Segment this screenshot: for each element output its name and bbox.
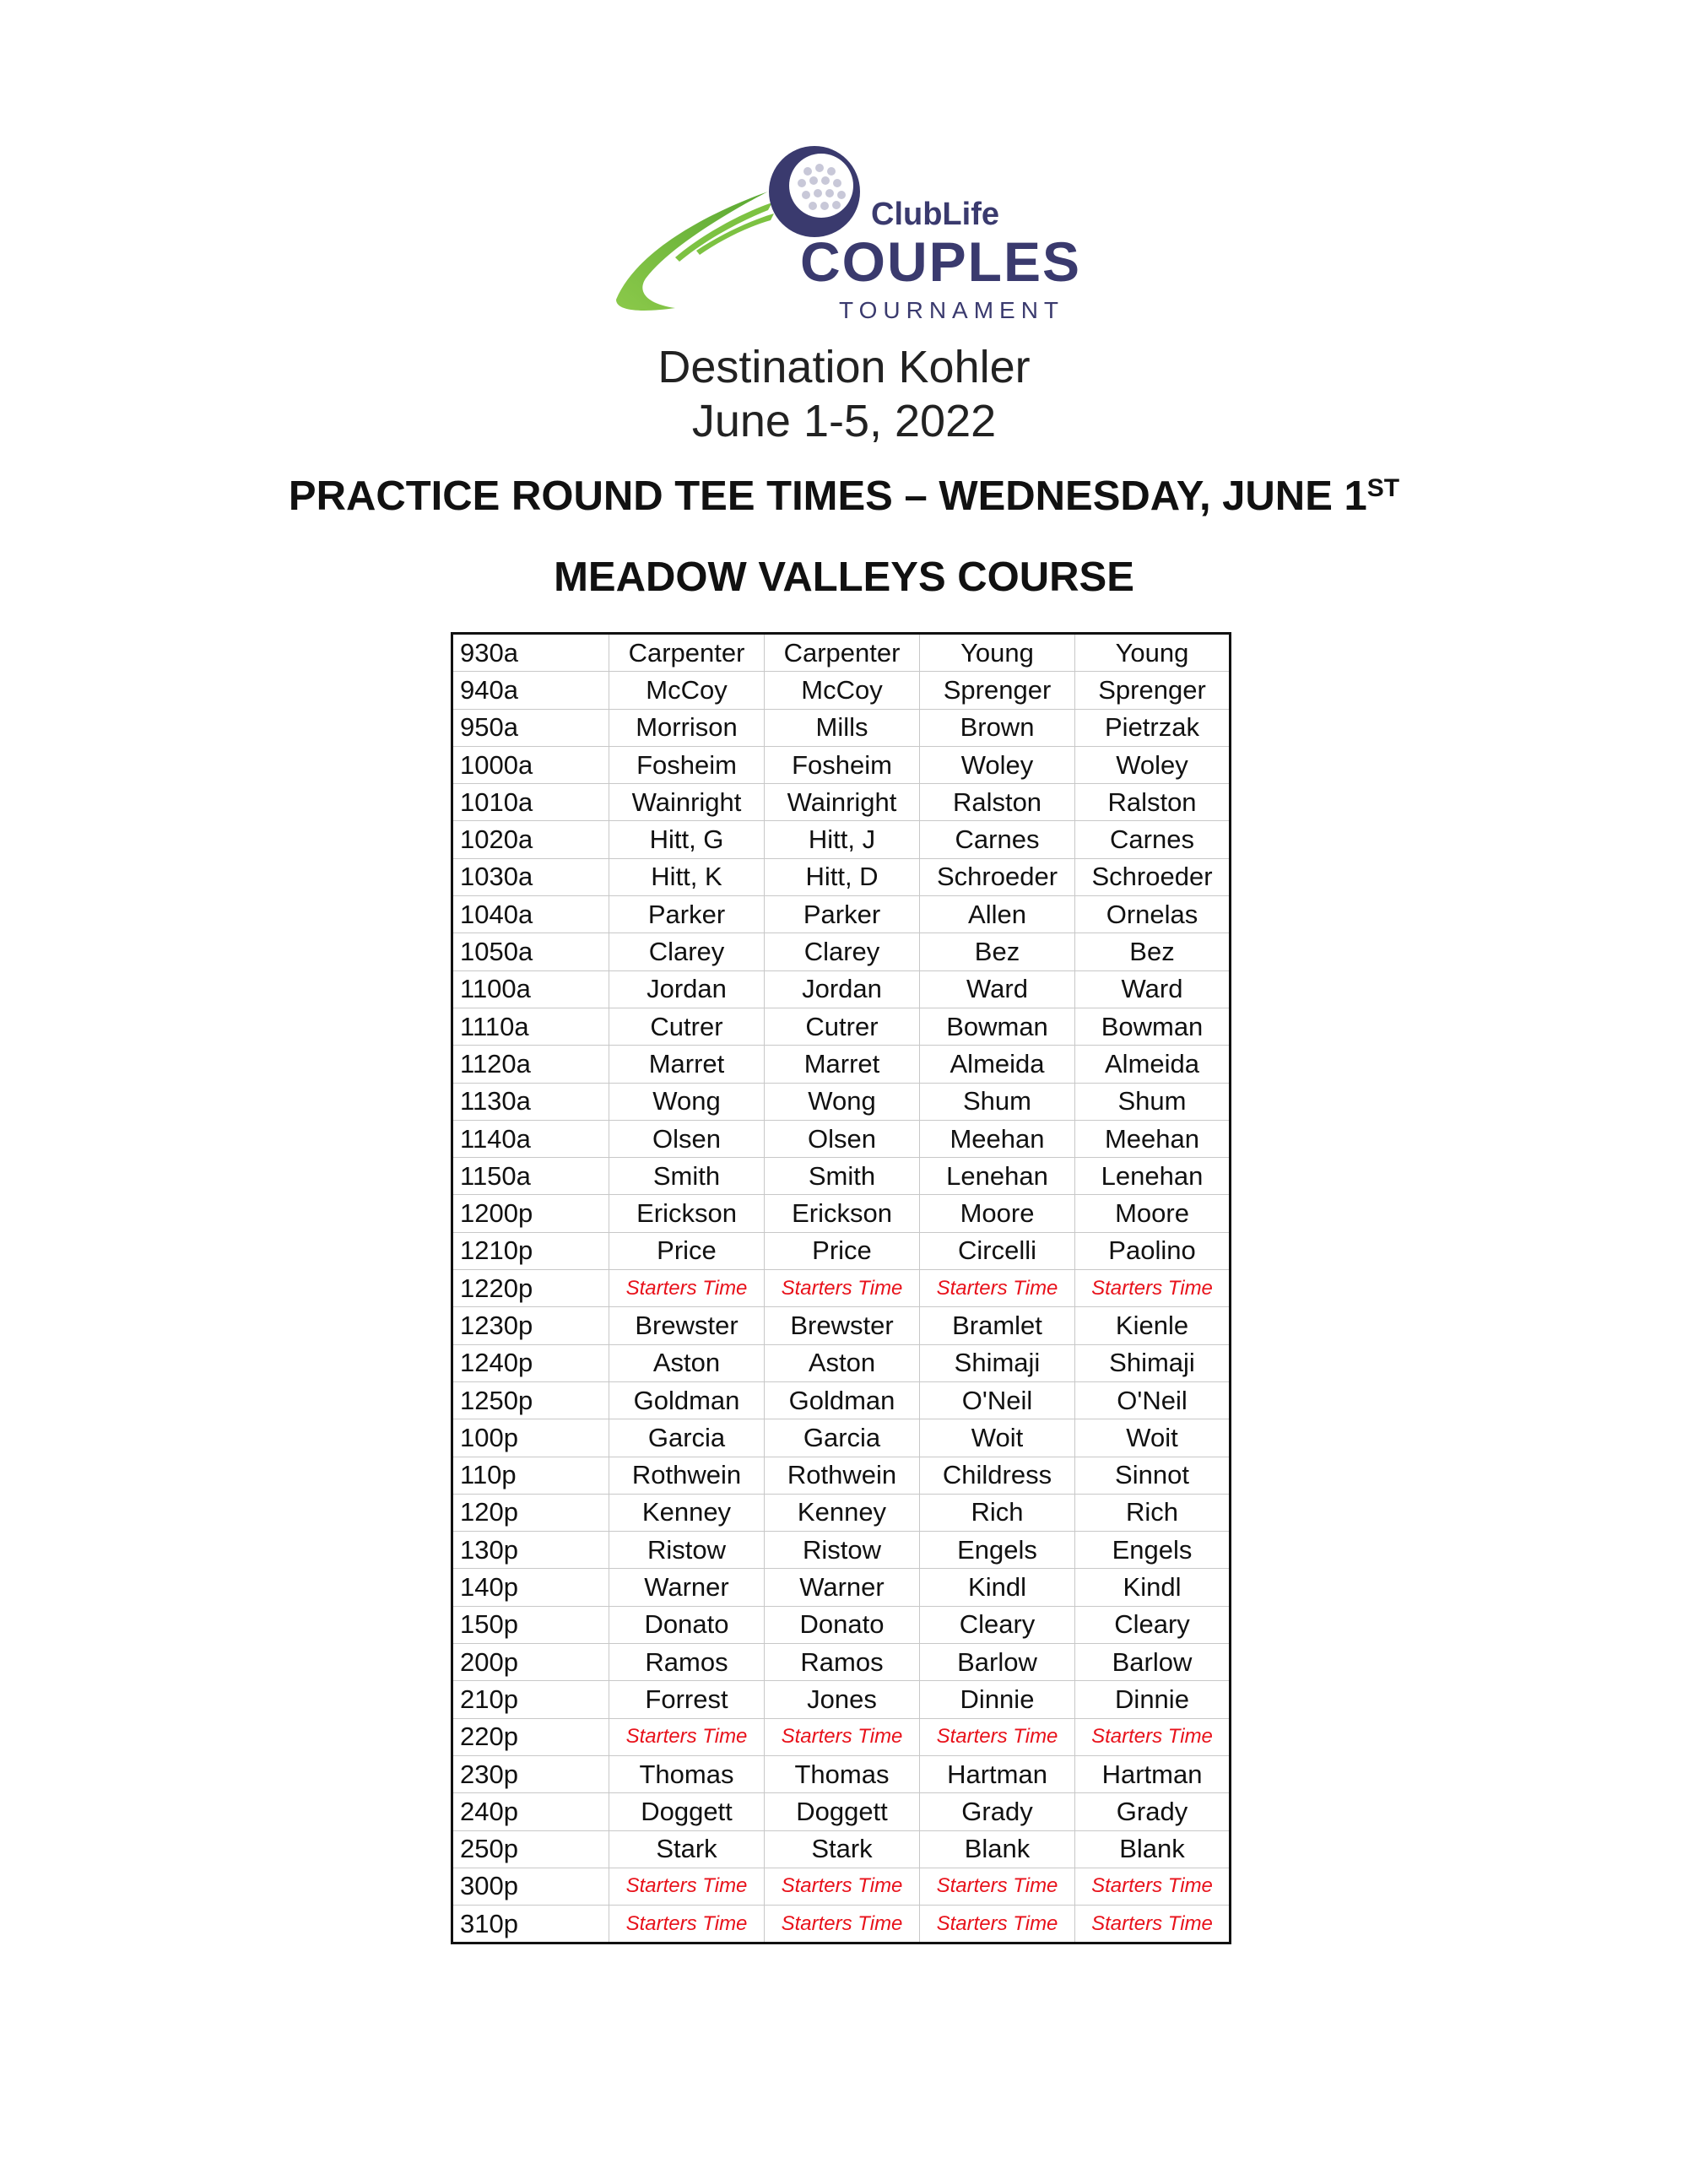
player-name-cell: Smith xyxy=(609,1158,765,1195)
player-name-cell: Schroeder xyxy=(920,858,1075,895)
player-name-cell: Rich xyxy=(920,1494,1075,1531)
player-name-cell: Carnes xyxy=(1075,821,1231,858)
starters-time-cell: Starters Time xyxy=(920,1718,1075,1755)
table-row xyxy=(452,1793,1231,1830)
player-name-cell: Ramos xyxy=(765,1644,920,1681)
tee-time-cell: 1200p xyxy=(452,1195,609,1232)
player-name-cell: Doggett xyxy=(765,1793,920,1830)
player-name-cell: Barlow xyxy=(1075,1644,1231,1681)
player-name-cell: Cutrer xyxy=(765,1008,920,1045)
player-name-cell: Olsen xyxy=(609,1120,765,1157)
starters-time-cell: Starters Time xyxy=(765,1868,920,1905)
player-name-cell: Aston xyxy=(765,1344,920,1381)
tee-times-body xyxy=(452,634,1231,1943)
tee-time-cell: 1030a xyxy=(452,858,609,895)
player-name-cell: Cleary xyxy=(920,1606,1075,1643)
player-name-cell: Goldman xyxy=(765,1381,920,1419)
player-name-cell: Hitt, D xyxy=(765,858,920,895)
player-name-cell: Thomas xyxy=(765,1755,920,1792)
tee-time-cell: 1130a xyxy=(452,1083,609,1120)
player-name-cell: Sinnot xyxy=(1075,1457,1231,1494)
course-title: MEADOW VALLEYS COURSE xyxy=(554,554,1134,600)
tee-time-cell: 250p xyxy=(452,1830,609,1868)
table-row xyxy=(452,1644,1231,1681)
starters-time-cell: Starters Time xyxy=(1075,1906,1231,1943)
player-name-cell: Young xyxy=(920,634,1075,672)
player-name-cell: O'Neil xyxy=(1075,1381,1231,1419)
table-row xyxy=(452,1046,1231,1083)
player-name-cell: Grady xyxy=(1075,1793,1231,1830)
player-name-cell: Bramlet xyxy=(920,1307,1075,1344)
player-name-cell: Fosheim xyxy=(765,746,920,783)
player-name-cell: Warner xyxy=(609,1569,765,1606)
table-row xyxy=(452,1494,1231,1531)
player-name-cell: Paolino xyxy=(1075,1232,1231,1269)
player-name-cell: Ralston xyxy=(920,784,1075,821)
player-name-cell: Meehan xyxy=(920,1120,1075,1157)
player-name-cell: Wainright xyxy=(765,784,920,821)
player-name-cell: Hitt, J xyxy=(765,821,920,858)
player-name-cell: Brown xyxy=(920,709,1075,746)
player-name-cell: Childress xyxy=(920,1457,1075,1494)
player-name-cell: Fosheim xyxy=(609,746,765,783)
player-name-cell: Blank xyxy=(1075,1830,1231,1868)
player-name-cell: Pietrzak xyxy=(1075,709,1231,746)
table-row xyxy=(452,1270,1231,1307)
player-name-cell: Marret xyxy=(609,1046,765,1083)
table-row xyxy=(452,1195,1231,1232)
table-row xyxy=(452,1569,1231,1606)
tee-time-cell: 1150a xyxy=(452,1158,609,1195)
table-row xyxy=(452,1344,1231,1381)
tee-time-cell: 950a xyxy=(452,709,609,746)
player-name-cell: Jones xyxy=(765,1681,920,1718)
table-row xyxy=(452,933,1231,970)
player-name-cell: Ornelas xyxy=(1075,896,1231,933)
table-row xyxy=(452,1419,1231,1457)
tee-time-cell: 1010a xyxy=(452,784,609,821)
player-name-cell: Moore xyxy=(920,1195,1075,1232)
table-row xyxy=(452,1158,1231,1195)
player-name-cell: Woley xyxy=(920,746,1075,783)
tee-time-cell: 150p xyxy=(452,1606,609,1643)
player-name-cell: Lenehan xyxy=(920,1158,1075,1195)
player-name-cell: Kienle xyxy=(1075,1307,1231,1344)
table-row xyxy=(452,1868,1231,1905)
table-row xyxy=(452,970,1231,1008)
player-name-cell: Shimaji xyxy=(920,1344,1075,1381)
table-row xyxy=(452,1681,1231,1718)
tee-times-table xyxy=(451,632,1231,1944)
player-name-cell: Schroeder xyxy=(1075,858,1231,895)
tee-time-cell: 200p xyxy=(452,1644,609,1681)
starters-time-cell: Starters Time xyxy=(920,1868,1075,1905)
player-name-cell: O'Neil xyxy=(920,1381,1075,1419)
tee-time-cell: 1000a xyxy=(452,746,609,783)
player-name-cell: Wong xyxy=(765,1083,920,1120)
tee-time-cell: 1020a xyxy=(452,821,609,858)
player-name-cell: Rothwein xyxy=(765,1457,920,1494)
player-name-cell: Lenehan xyxy=(1075,1158,1231,1195)
player-name-cell: Garcia xyxy=(765,1419,920,1457)
table-row xyxy=(452,821,1231,858)
player-name-cell: Kindl xyxy=(920,1569,1075,1606)
starters-time-cell: Starters Time xyxy=(765,1718,920,1755)
player-name-cell: Warner xyxy=(765,1569,920,1606)
player-name-cell: Grady xyxy=(920,1793,1075,1830)
tee-time-cell: 930a xyxy=(452,634,609,672)
table-row xyxy=(452,784,1231,821)
player-name-cell: Hitt, G xyxy=(609,821,765,858)
player-name-cell: Blank xyxy=(920,1830,1075,1868)
tee-time-cell: 1210p xyxy=(452,1232,609,1269)
table-row xyxy=(452,1232,1231,1269)
player-name-cell: Dinnie xyxy=(920,1681,1075,1718)
player-name-cell: Dinnie xyxy=(1075,1681,1231,1718)
table-row xyxy=(452,634,1231,672)
tee-time-cell: 210p xyxy=(452,1681,609,1718)
player-name-cell: Carnes xyxy=(920,821,1075,858)
player-name-cell: Goldman xyxy=(609,1381,765,1419)
player-name-cell: Aston xyxy=(609,1344,765,1381)
player-name-cell: Woley xyxy=(1075,746,1231,783)
player-name-cell: Sprenger xyxy=(920,672,1075,709)
player-name-cell: Smith xyxy=(765,1158,920,1195)
player-name-cell: Carpenter xyxy=(609,634,765,672)
tee-time-cell: 230p xyxy=(452,1755,609,1792)
table-row xyxy=(452,1606,1231,1643)
player-name-cell: Jordan xyxy=(609,970,765,1008)
player-name-cell: Bowman xyxy=(920,1008,1075,1045)
tee-time-cell: 130p xyxy=(452,1532,609,1569)
player-name-cell: McCoy xyxy=(765,672,920,709)
table-row xyxy=(452,1307,1231,1344)
starters-time-cell: Starters Time xyxy=(1075,1718,1231,1755)
player-name-cell: Stark xyxy=(765,1830,920,1868)
player-name-cell: Bez xyxy=(1075,933,1231,970)
player-name-cell: Almeida xyxy=(920,1046,1075,1083)
player-name-cell: Engels xyxy=(920,1532,1075,1569)
player-name-cell: Donato xyxy=(765,1606,920,1643)
player-name-cell: Ward xyxy=(1075,970,1231,1008)
player-name-cell: Clarey xyxy=(765,933,920,970)
player-name-cell: Kenney xyxy=(609,1494,765,1531)
tee-time-cell: 940a xyxy=(452,672,609,709)
player-name-cell: Kenney xyxy=(765,1494,920,1531)
player-name-cell: Erickson xyxy=(609,1195,765,1232)
starters-time-cell: Starters Time xyxy=(609,1270,765,1307)
player-name-cell: Bowman xyxy=(1075,1008,1231,1045)
player-name-cell: Meehan xyxy=(1075,1120,1231,1157)
player-name-cell: Olsen xyxy=(765,1120,920,1157)
tee-time-cell: 1050a xyxy=(452,933,609,970)
table-row xyxy=(452,709,1231,746)
player-name-cell: Garcia xyxy=(609,1419,765,1457)
starters-time-cell: Starters Time xyxy=(765,1270,920,1307)
table-row xyxy=(452,1755,1231,1792)
tee-time-cell: 120p xyxy=(452,1494,609,1531)
tee-time-cell: 1110a xyxy=(452,1008,609,1045)
player-name-cell: Ristow xyxy=(765,1532,920,1569)
table-row xyxy=(452,1830,1231,1868)
starters-time-cell: Starters Time xyxy=(920,1270,1075,1307)
tee-time-cell: 1230p xyxy=(452,1307,609,1344)
player-name-cell: Kindl xyxy=(1075,1569,1231,1606)
table-row xyxy=(452,858,1231,895)
player-name-cell: Bez xyxy=(920,933,1075,970)
starters-time-cell: Starters Time xyxy=(1075,1868,1231,1905)
player-name-cell: Young xyxy=(1075,634,1231,672)
player-name-cell: Wainright xyxy=(609,784,765,821)
player-name-cell: Cleary xyxy=(1075,1606,1231,1643)
tee-time-cell: 1250p xyxy=(452,1381,609,1419)
starters-time-cell: Starters Time xyxy=(920,1906,1075,1943)
logo-text-clublife: ClubLife xyxy=(871,197,999,232)
player-name-cell: Mills xyxy=(765,709,920,746)
player-name-cell: Parker xyxy=(609,896,765,933)
tee-time-cell: 220p xyxy=(452,1718,609,1755)
player-name-cell: Carpenter xyxy=(765,634,920,672)
tee-time-cell: 1040a xyxy=(452,896,609,933)
player-name-cell: Allen xyxy=(920,896,1075,933)
player-name-cell: Forrest xyxy=(609,1681,765,1718)
starters-time-cell: Starters Time xyxy=(1075,1270,1231,1307)
player-name-cell: Price xyxy=(609,1232,765,1269)
table-row xyxy=(452,1718,1231,1755)
page-title-text: PRACTICE ROUND TEE TIMES – WEDNESDAY, JUNE 1 xyxy=(288,473,1367,519)
tee-time-cell: 1100a xyxy=(452,970,609,1008)
tee-time-cell: 1120a xyxy=(452,1046,609,1083)
player-name-cell: Almeida xyxy=(1075,1046,1231,1083)
player-name-cell: Thomas xyxy=(609,1755,765,1792)
player-name-cell: Hitt, K xyxy=(609,858,765,895)
player-name-cell: Hartman xyxy=(920,1755,1075,1792)
tee-time-cell: 1240p xyxy=(452,1344,609,1381)
player-name-cell: McCoy xyxy=(609,672,765,709)
page-title xyxy=(0,473,1688,520)
tee-time-cell: 1220p xyxy=(452,1270,609,1307)
player-name-cell: Parker xyxy=(765,896,920,933)
player-name-cell: Rothwein xyxy=(609,1457,765,1494)
table-row xyxy=(452,672,1231,709)
player-name-cell: Donato xyxy=(609,1606,765,1643)
player-name-cell: Ristow xyxy=(609,1532,765,1569)
player-name-cell: Price xyxy=(765,1232,920,1269)
tee-time-cell: 310p xyxy=(452,1906,609,1943)
table-row xyxy=(452,896,1231,933)
player-name-cell: Rich xyxy=(1075,1494,1231,1531)
player-name-cell: Brewster xyxy=(609,1307,765,1344)
player-name-cell: Ralston xyxy=(1075,784,1231,821)
player-name-cell: Shimaji xyxy=(1075,1344,1231,1381)
tee-time-cell: 1140a xyxy=(452,1120,609,1157)
player-name-cell: Marret xyxy=(765,1046,920,1083)
table-row xyxy=(452,1906,1231,1943)
player-name-cell: Circelli xyxy=(920,1232,1075,1269)
player-name-cell: Sprenger xyxy=(1075,672,1231,709)
player-name-cell: Shum xyxy=(1075,1083,1231,1120)
logo-text-couples: COUPLES xyxy=(800,230,1082,293)
player-name-cell: Shum xyxy=(920,1083,1075,1120)
tee-time-cell: 140p xyxy=(452,1569,609,1606)
player-name-cell: Engels xyxy=(1075,1532,1231,1569)
player-name-cell: Hartman xyxy=(1075,1755,1231,1792)
player-name-cell: Barlow xyxy=(920,1644,1075,1681)
destination-title: Destination Kohler xyxy=(657,342,1031,392)
table-row xyxy=(452,1083,1231,1120)
player-name-cell: Stark xyxy=(609,1830,765,1868)
starters-time-cell: Starters Time xyxy=(609,1868,765,1905)
player-name-cell: Morrison xyxy=(609,709,765,746)
player-name-cell: Moore xyxy=(1075,1195,1231,1232)
starters-time-cell: Starters Time xyxy=(609,1718,765,1755)
starters-time-cell: Starters Time xyxy=(765,1906,920,1943)
table-row xyxy=(452,746,1231,783)
tee-time-cell: 100p xyxy=(452,1419,609,1457)
player-name-cell: Jordan xyxy=(765,970,920,1008)
player-name-cell: Brewster xyxy=(765,1307,920,1344)
tee-time-cell: 240p xyxy=(452,1793,609,1830)
player-name-cell: Woit xyxy=(1075,1419,1231,1457)
player-name-cell: Wong xyxy=(609,1083,765,1120)
player-name-cell: Cutrer xyxy=(609,1008,765,1045)
page-title-superscript: ST xyxy=(1366,474,1400,502)
table-row xyxy=(452,1457,1231,1494)
player-name-cell: Ramos xyxy=(609,1644,765,1681)
tee-time-cell: 110p xyxy=(452,1457,609,1494)
player-name-cell: Woit xyxy=(920,1419,1075,1457)
player-name-cell: Doggett xyxy=(609,1793,765,1830)
logo-text-tournament: TOURNAMENT xyxy=(839,297,1065,323)
player-name-cell: Clarey xyxy=(609,933,765,970)
table-row xyxy=(452,1532,1231,1569)
starters-time-cell: Starters Time xyxy=(609,1906,765,1943)
player-name-cell: Erickson xyxy=(765,1195,920,1232)
table-row xyxy=(452,1008,1231,1045)
event-dates: June 1-5, 2022 xyxy=(691,396,997,446)
tee-time-cell: 300p xyxy=(452,1868,609,1905)
table-row xyxy=(452,1381,1231,1419)
table-row xyxy=(452,1120,1231,1157)
player-name-cell: Ward xyxy=(920,970,1075,1008)
